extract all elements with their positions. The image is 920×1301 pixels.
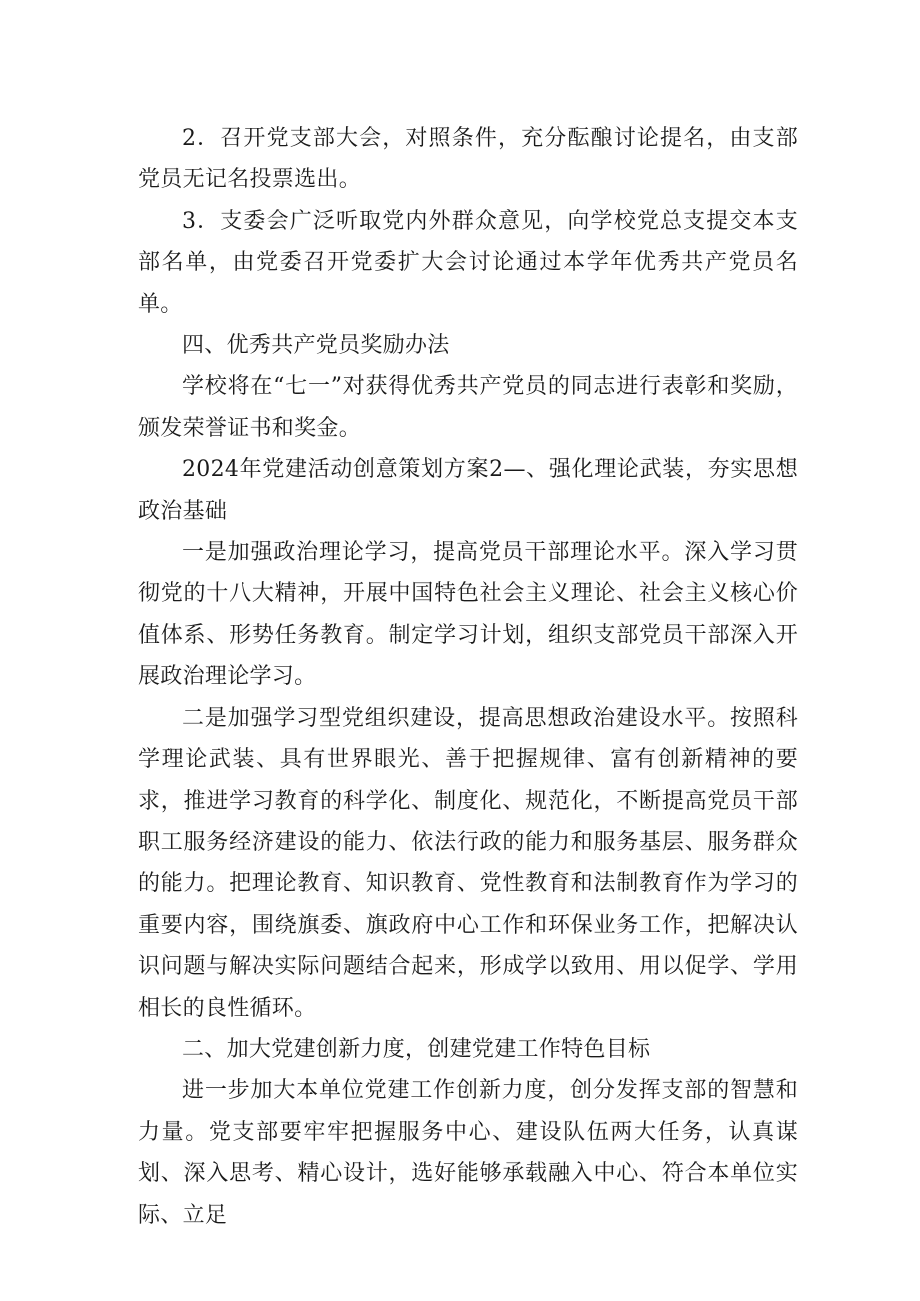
- paragraph-innovation: 进一步加大本单位党建工作创新力度，创分发挥支部的智慧和力量。党支部要牢牢把握服务中心、建设队伍两大任务，认真谋划、深入思考、精心设计，选好能够承载融入中心、符合本单位实际、立足: [138, 1078, 798, 1228]
- paragraph-item-2: 2．召开党支部大会，对照条件，充分酝酿讨论提名，由支部党员无记名投票选出。: [138, 126, 798, 193]
- plan-title-paragraph: 2024年党建活动创意策划方案2—、强化理论武装，夯实思想政治基础: [138, 457, 798, 524]
- section-heading-innovation: 二、加大党建创新力度，创建党建工作特色目标: [182, 1036, 651, 1062]
- paragraph-learning-organization: 二是加强学习型党组织建设，提高思想政治建设水平。按照科学理论武装、具有世界眼光、善于把握规律、富有创新精神的要求，推进学习教育的科学化、制度化、规范化，不断提高党员干部职工服务经济建设的能力、依法行政的能力和服务基层、服务群众的能力。把理论教育、知识教育、党性教育和法制教育作为学习的重要内容，围绕旗委、旗政府中心工作和环保业务工作，把解决认识问题与解决实际问题结合起来，形成学以致用、用以促学、学用相长的良性循环。: [138, 705, 798, 1021]
- document-body: [138, 118, 798, 1236]
- paragraph-rewards: 学校将在“七一”对获得优秀共产党员的同志进行表彰和奖励，颁发荣誉证书和奖金。: [138, 374, 798, 441]
- paragraph-item-3: 3．支委会广泛听取党内外群众意见，向学校党总支提交本支部名单，由党委召开党委扩大会讨论通过本学年优秀共产党员名单。: [138, 208, 798, 317]
- paragraph-theory-study: 一是加强政治理论学习，提高党员干部理论水平。深入学习贯彻党的十八大精神，开展中国特色社会主义理论、社会主义核心价值体系、形势任务教育。制定学习计划，组织支部党员干部深入开展政治理论学习。: [138, 540, 798, 690]
- section-heading-rewards: 四、优秀共产党员奖励办法: [182, 333, 450, 359]
